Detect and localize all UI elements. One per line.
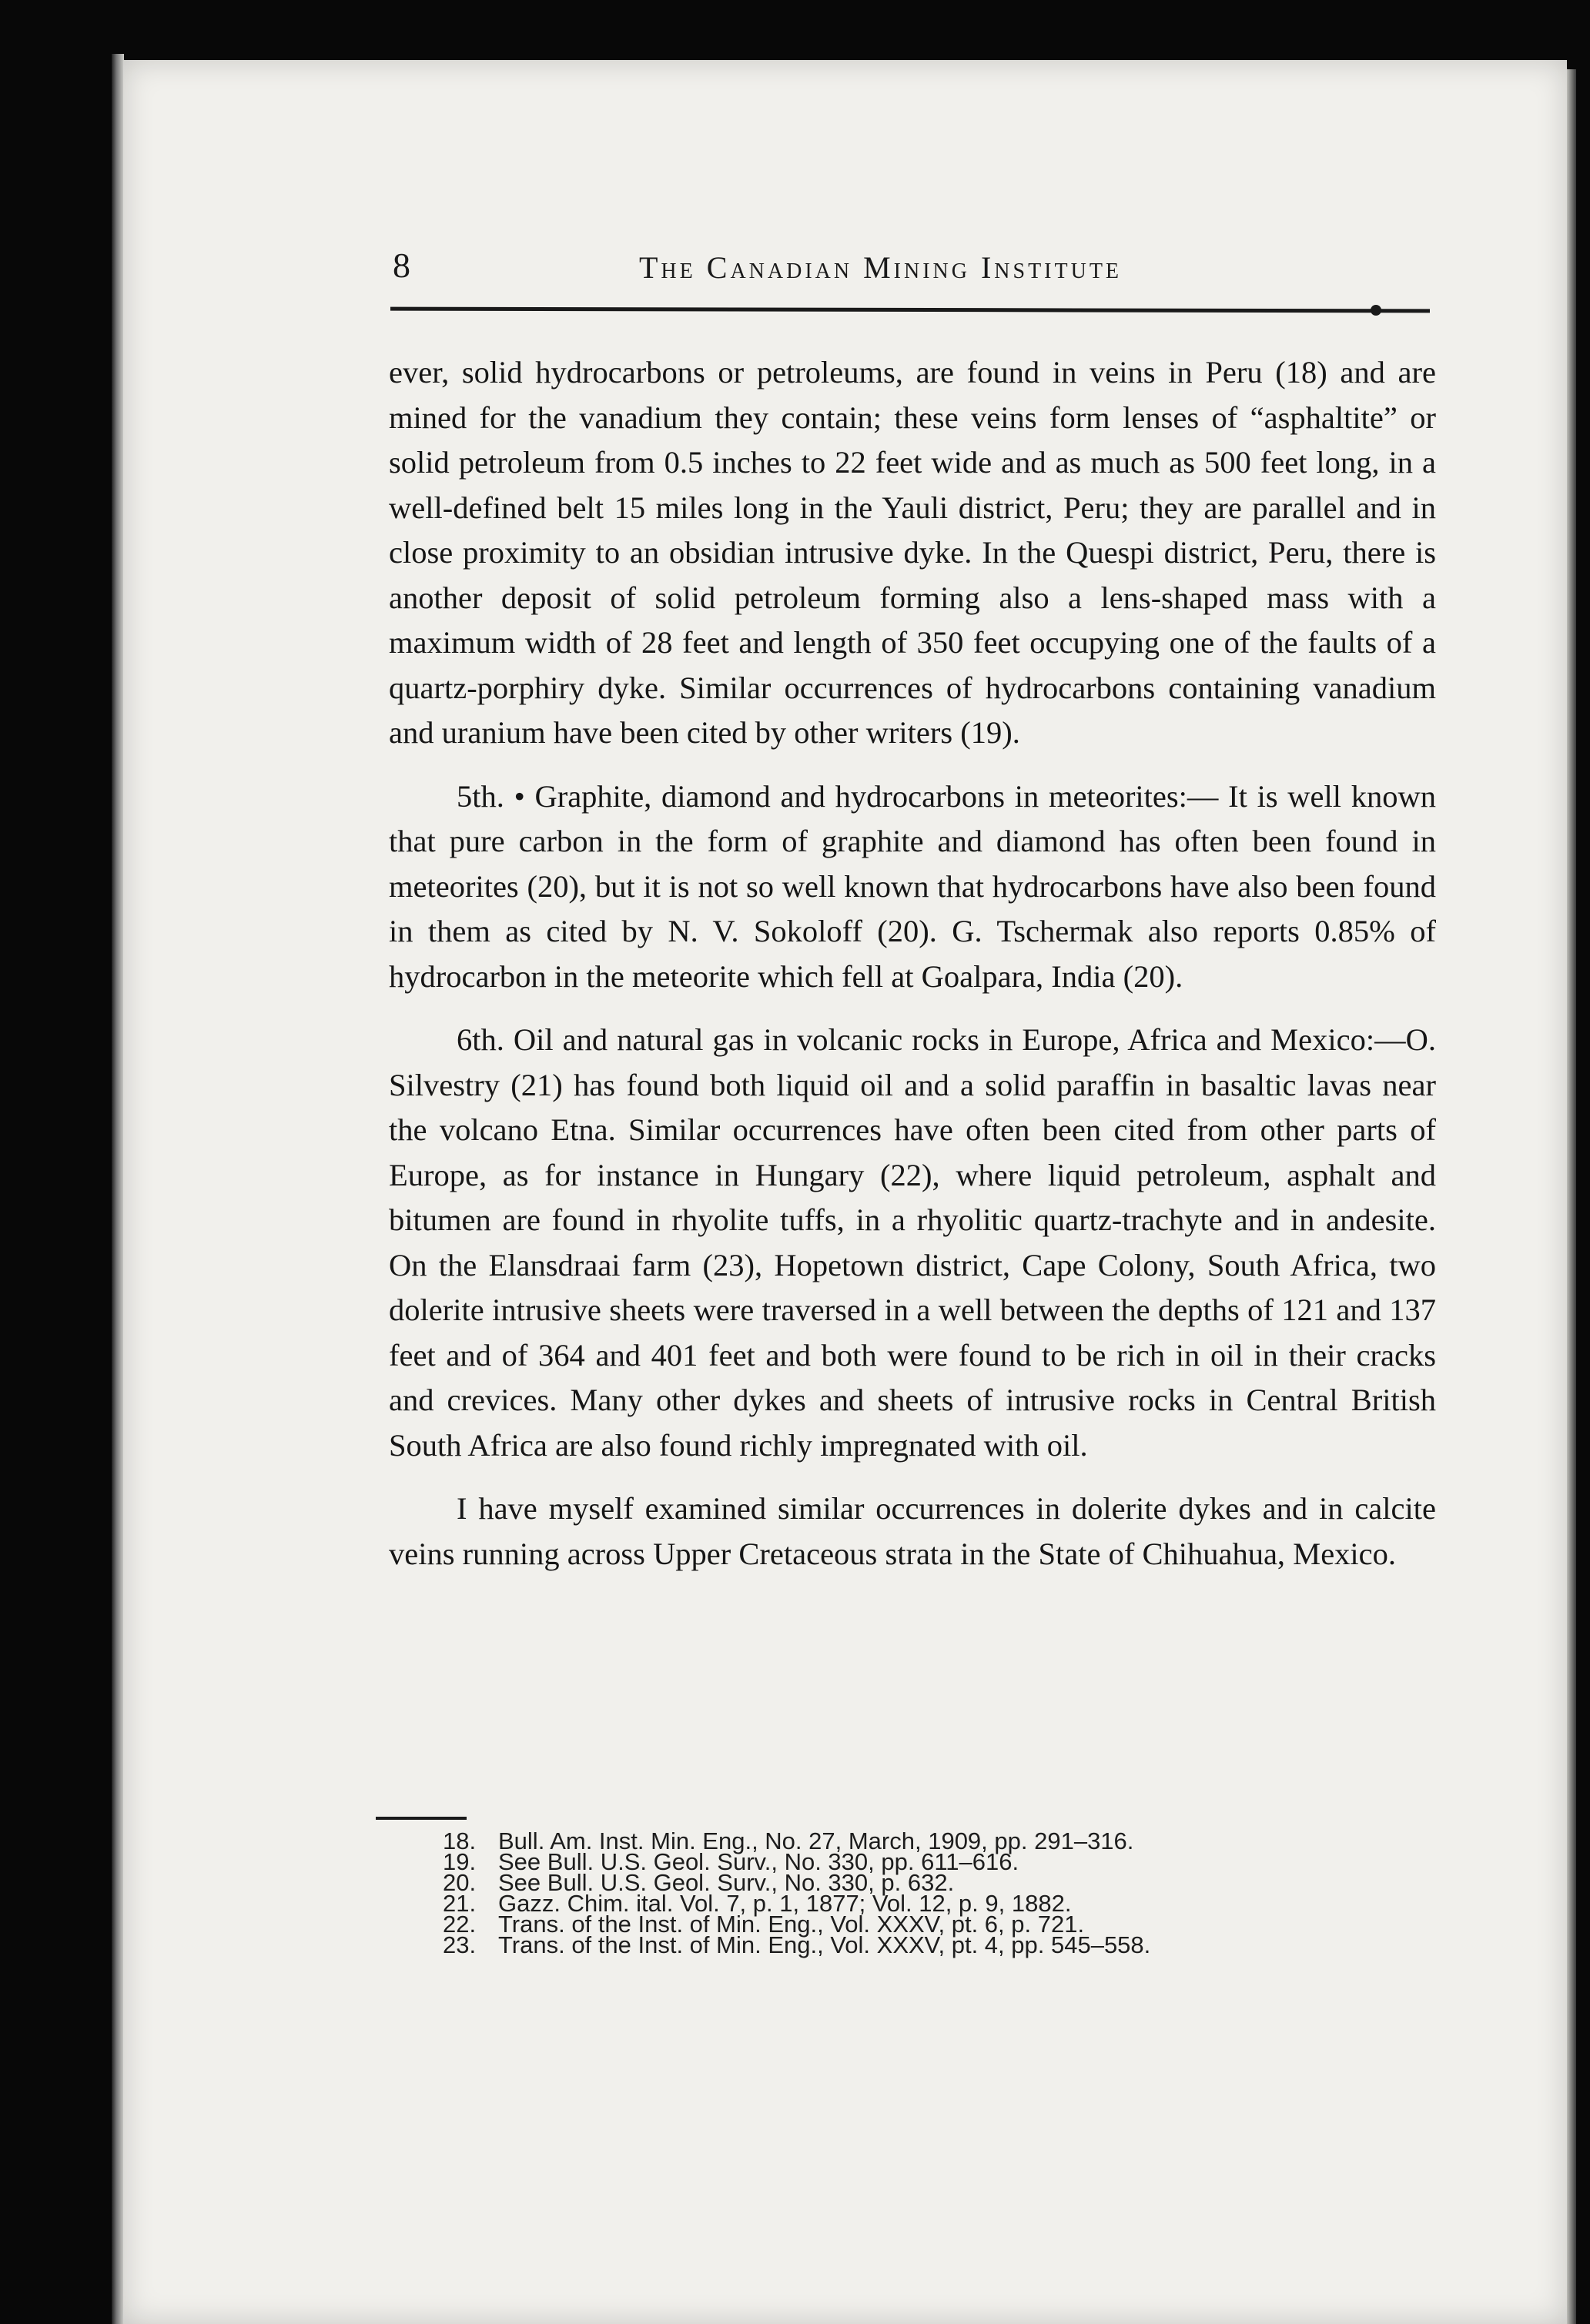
header-rule-ornament: [1371, 305, 1381, 316]
footnote-number: 19.: [443, 1848, 477, 1875]
footnote-number: 23.: [443, 1931, 477, 1958]
footnote-text: See Bull. U.S. Geol. Surv., No. 330, p. 632.: [498, 1869, 955, 1896]
paragraph-continuation: ever, solid hydrocarbons or petroleums, are found in veins in Peru (18) and are mined for the vanadium they contain; these veins form lenses of “asphaltite” or solid petroleum from 0.5 inches to 22 feet wide and as much as 500 feet long, in a well-defined belt 15 miles long in the Yauli district, Peru; they are parallel and in close proximity to an obsidian intrusive dyke. In the Quespi district, Peru, there is another deposit of solid petroleum forming also a lens-shaped mass with a maximum width of 28 feet and length of 350 feet occupying one of the faults of a quartz-porphiry dyke. Similar occurrences of hydrocarbons containing vanadium and uranium have been cited by other writers (19).: [389, 355, 1436, 750]
page-stack-edge-right: [1567, 69, 1576, 2324]
footnote-number: 20.: [443, 1869, 477, 1896]
footnotes: [443, 1827, 1444, 1958]
paragraph-meteorites: 5th. • Graphite, diamond and hydrocarbons in meteorites:— It is well known that pure carbon in the form of graphite and diamond has often been found in meteorites (20), but it is not so well known that hydrocarbons have also been found in them as cited by N. V. Sokoloff (20). G. Tschermak also reports 0.85% of hydrocarbon in the meteorite which fell at Goalpara, India (20).: [389, 778, 1436, 994]
page-number: 8: [393, 246, 410, 285]
footnote-text: Gazz. Chim. ital. Vol. 7, p. 1, 1877; Vol. 12, p. 9, 1882.: [498, 1890, 1072, 1917]
page-header: [393, 245, 1432, 299]
paragraph-chihuahua: I have myself examined similar occurrences in dolerite dykes and in calcite veins running across Upper Cretaceous strata in the State of Chihuahua, Mexico.: [389, 1491, 1436, 1571]
running-head: The Canadian Mining Institute: [639, 250, 1123, 285]
footnote-number: 18.: [443, 1827, 477, 1854]
footnote-rule: [376, 1817, 467, 1820]
footnote-number: 21.: [443, 1890, 477, 1917]
paragraph-volcanic-rocks: 6th. Oil and natural gas in volcanic rocks in Europe, Africa and Mexico:—O. Silvestry (21) has found both liquid oil and a solid paraffin in basaltic lavas near the volcano Etna. Similar occurrences have often been cited from other parts of Europe, as for instance in Hungary (22), where liquid petroleum, asphalt and bitumen are found in rhyolite tuffs, in a rhyolitic quartz-trachyte and in andesite. On the Elansdraai farm (23), Hopetown district, Cape Colony, South Africa, two dolerite intrusive sheets were traversed in a well between the depths of 121 and 137 feet and of 364 and 401 feet and both were found to be rich in oil in their cracks and crevices. Many other dykes and sheets of intrusive rocks in Central British South Africa are also found richly impregnated with oil.: [389, 1022, 1436, 1463]
footnote-text: Trans. of the Inst. of Min. Eng., Vol. XXXV, pt. 6, p. 721.: [498, 1911, 1085, 1938]
page-stack-edge-left: [112, 54, 124, 2324]
footnote-text: Trans. of the Inst. of Min. Eng., Vol. XXXV, pt. 4, pp. 545–558.: [498, 1931, 1151, 1958]
footnote-number: 22.: [443, 1911, 477, 1938]
footnote-text: See Bull. U.S. Geol. Surv., No. 330, pp. 611–616.: [498, 1848, 1019, 1875]
body-text: [389, 350, 1436, 1595]
footnote-item: [443, 1931, 1444, 1958]
footnote-text: Bull. Am. Inst. Min. Eng., No. 27, March, 1909, pp. 291–316.: [498, 1827, 1134, 1854]
